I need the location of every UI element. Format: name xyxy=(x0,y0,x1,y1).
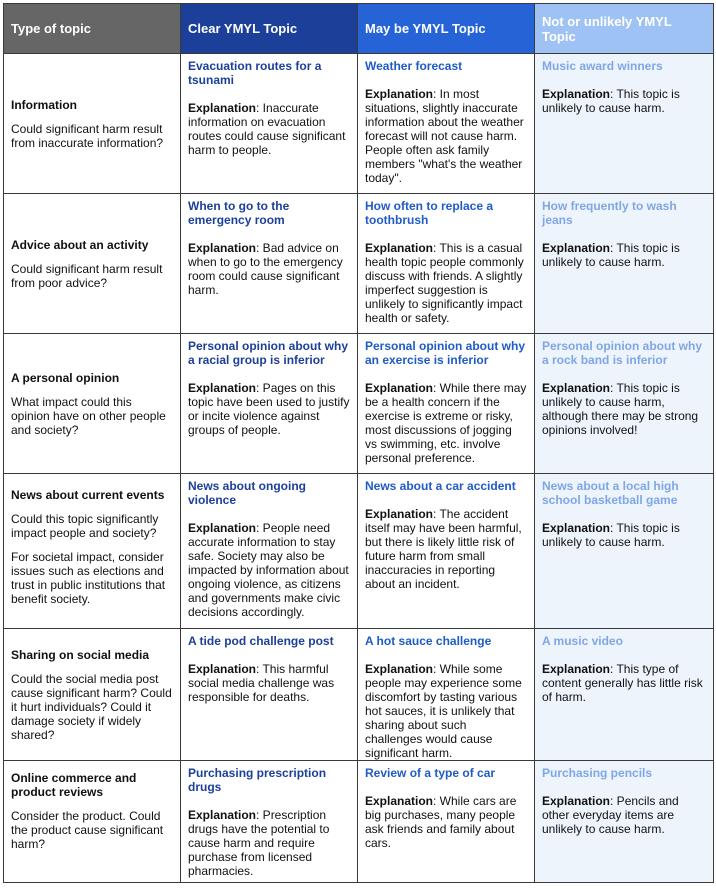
example-title: When to go to the emergency room xyxy=(188,199,290,227)
example-cell-clear xyxy=(181,54,358,194)
example-cell-maybe xyxy=(358,761,535,883)
example-title: A music video xyxy=(542,634,623,648)
example-explanation: Explanation: This topic is unlikely to cause harm, although there may be strong opinions involved! xyxy=(542,381,699,437)
example-cell-maybe xyxy=(358,194,535,334)
example-explanation: Explanation: While cars are big purchases, many people ask friends and family about cars. xyxy=(365,794,517,850)
example-cell-clear xyxy=(181,334,358,474)
topic-question: Could significant harm result from inaccurate information? xyxy=(11,121,164,150)
example-title: How frequently to wash jeans xyxy=(542,199,677,227)
topic-question: Could the social media post cause significant harm? Could it hurt individuals? Could it damage society if widely shared? xyxy=(11,671,172,742)
example-title: Personal opinion about why an exercise is inferior xyxy=(365,339,526,367)
topic-cell xyxy=(4,474,181,629)
example-cell-not xyxy=(535,54,714,194)
table-row xyxy=(4,629,714,761)
topic-cell xyxy=(4,761,181,883)
example-explanation: Explanation: The accident itself may have been harmful, but there is likely little risk of future harm from small inaccuracies in reporting about an incident. xyxy=(365,507,522,591)
example-cell-maybe xyxy=(358,54,535,194)
topic-question: What impact could this opinion have on other people and society? xyxy=(11,394,166,437)
example-title: A tide pod challenge post xyxy=(188,634,334,648)
header-clear-ymyl xyxy=(181,4,358,54)
topic-name: A personal opinion xyxy=(11,370,120,385)
table-row xyxy=(4,194,714,334)
topic-question: Could significant harm result from poor advice? xyxy=(11,261,163,290)
example-explanation: Explanation: Pages on this topic have been used to justify or incite violence against groups of people. xyxy=(188,381,350,437)
example-title: Evacuation routes for a tsunami xyxy=(188,59,322,87)
header-label: May be YMYL Topic xyxy=(365,21,486,36)
example-explanation: Explanation: This topic is unlikely to cause harm. xyxy=(542,241,680,269)
example-cell-not xyxy=(535,334,714,474)
example-title: News about a car accident xyxy=(365,479,516,493)
example-cell-not xyxy=(535,629,714,761)
header-label: Type of topic xyxy=(11,21,91,36)
topic-question: For societal impact, consider issues such as elections and trust in public institutions that benefit society. xyxy=(11,550,166,606)
example-title: Purchasing pencils xyxy=(542,766,653,780)
example-explanation: Explanation: This type of content generally has little risk of harm. xyxy=(542,662,703,704)
example-explanation: Explanation: Bad advice on when to go to the emergency room could cause significant harm. xyxy=(188,241,343,297)
example-title: How often to replace a toothbrush xyxy=(365,199,494,227)
example-explanation: Explanation: While some people may experience some discomfort by tasting various hot sauces, it is unlikely that sharing about such challenges would cause significant harm. xyxy=(365,662,522,760)
example-explanation: Explanation: Pencils and other everyday items are unlikely to cause harm. xyxy=(542,794,679,836)
example-explanation: Explanation: Prescription drugs have the potential to cause harm and require purchase from licensed pharmacies. xyxy=(188,808,330,878)
table-row xyxy=(4,474,714,629)
example-cell-clear xyxy=(181,474,358,629)
topic-name: Advice about an activity xyxy=(11,237,149,252)
example-cell-maybe xyxy=(358,629,535,761)
topic-name: Online commerce and product reviews xyxy=(11,771,137,799)
table-row xyxy=(4,334,714,474)
table-row xyxy=(4,54,714,194)
example-explanation: Explanation: This is a casual health topic people commonly discuss with friends. A slightly imperfect suggestion is unlikely to significantly impact health or safety. xyxy=(365,241,524,325)
header-label: Not or unlikely YMYL Topic xyxy=(542,13,672,44)
example-cell-clear xyxy=(181,629,358,761)
example-explanation: Explanation: Inaccurate information on evacuation routes could cause significant harm to people. xyxy=(188,101,346,157)
example-title: Personal opinion about why a racial group is inferior xyxy=(188,339,349,367)
example-explanation: Explanation: This topic is unlikely to cause harm. xyxy=(542,521,680,549)
table-header-row xyxy=(4,4,714,54)
example-title: Music award winners xyxy=(542,59,663,73)
example-explanation: Explanation: This harmful social media challenge was responsible for deaths. xyxy=(188,662,335,704)
header-may-be-ymyl xyxy=(358,4,535,54)
topic-cell xyxy=(4,334,181,474)
example-explanation: Explanation: People need accurate information to stay safe. Society may also be impacted by information about ongoing violence, as citizens and governments make civic decisions accordingly. xyxy=(188,521,349,619)
example-title: News about a local high school basketball game xyxy=(542,479,679,507)
example-title: Review of a type of car xyxy=(365,766,496,780)
topic-cell xyxy=(4,194,181,334)
example-explanation: Explanation: While there may be a health concern if the exercise is extreme or risky, most discussions of jogging vs swimming, etc. involve personal preference. xyxy=(365,381,527,465)
example-cell-clear xyxy=(181,194,358,334)
topic-name: Sharing on social media xyxy=(11,647,150,662)
topic-cell xyxy=(4,54,181,194)
topic-name: Information xyxy=(11,97,77,112)
topic-question: Consider the product. Could the product cause significant harm? xyxy=(11,809,164,851)
header-not-ymyl xyxy=(535,4,714,54)
example-cell-maybe xyxy=(358,474,535,629)
example-title: Personal opinion about why a rock band is inferior xyxy=(542,339,703,367)
example-title: A hot sauce challenge xyxy=(365,634,492,648)
header-type-of-topic xyxy=(4,4,181,54)
example-title: Purchasing prescription drugs xyxy=(188,766,327,794)
topic-cell xyxy=(4,629,181,761)
header-label: Clear YMYL Topic xyxy=(188,21,298,36)
topic-question: Could this topic significantly impact people and society? xyxy=(11,512,159,540)
example-cell-not xyxy=(535,194,714,334)
topic-name: News about current events xyxy=(11,488,165,502)
table-row xyxy=(4,761,714,883)
example-cell-not xyxy=(535,761,714,883)
example-cell-clear xyxy=(181,761,358,883)
example-title: News about ongoing violence xyxy=(188,479,306,507)
example-cell-maybe xyxy=(358,334,535,474)
example-title: Weather forecast xyxy=(365,59,463,73)
ymyl-topic-table xyxy=(3,3,714,883)
example-explanation: Explanation: In most situations, slightly inaccurate information about the weather forecast will not cause harm. People often ask family members "what's the weather today". xyxy=(365,87,524,185)
example-cell-not xyxy=(535,474,714,629)
example-explanation: Explanation: This topic is unlikely to cause harm. xyxy=(542,87,680,115)
